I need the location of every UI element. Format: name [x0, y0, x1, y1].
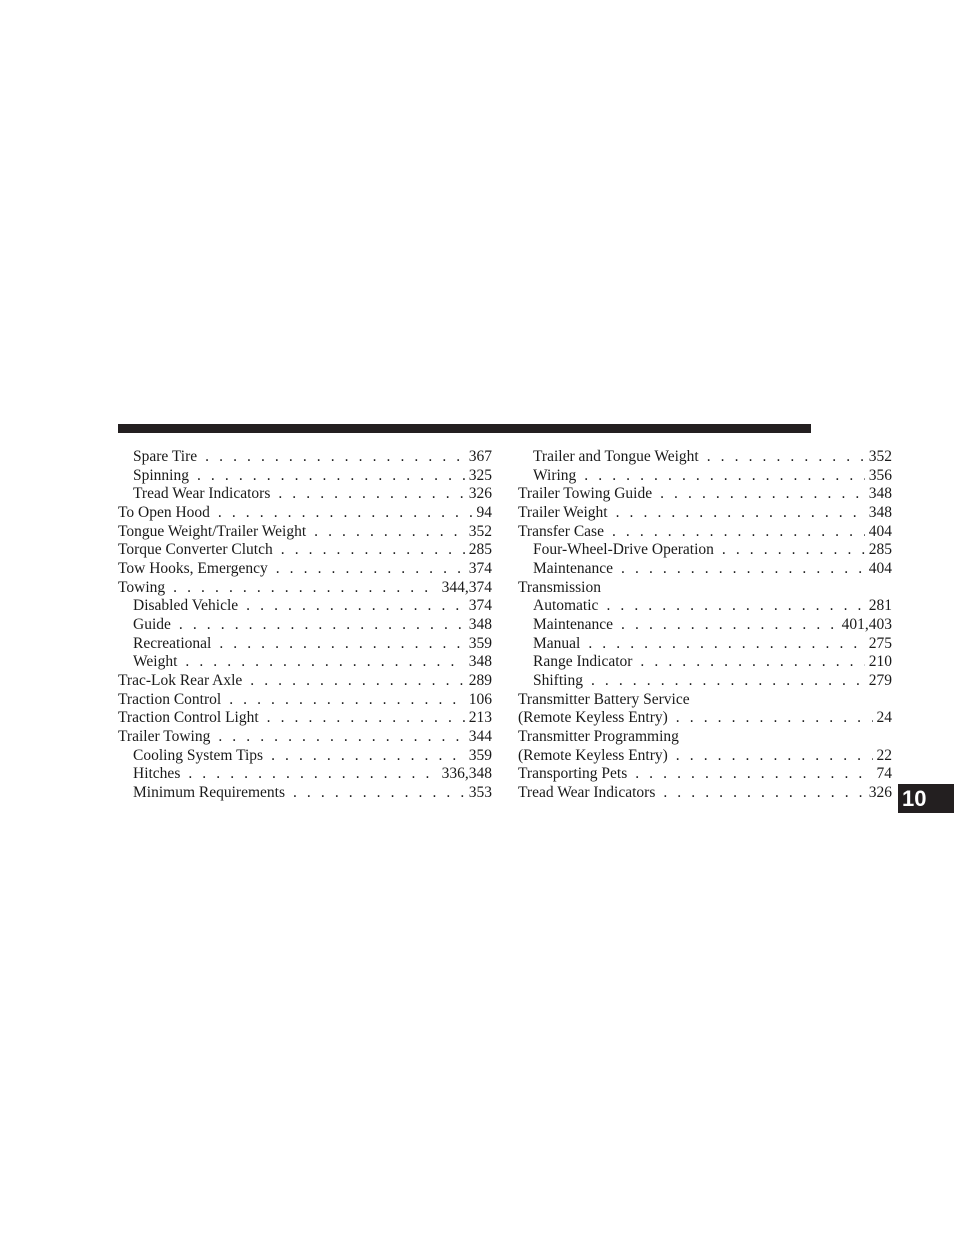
index-page-number: 285 [468, 541, 492, 559]
dot-leader [271, 747, 465, 766]
index-term: Spare Tire [133, 448, 198, 465]
index-entry [118, 597, 492, 616]
index-entry [118, 616, 492, 635]
dot-leader [278, 485, 464, 504]
index-entry [118, 504, 492, 523]
index-entry [518, 504, 892, 523]
index-term: Maintenance [533, 616, 614, 634]
index-term: Transmitter Battery Service [518, 690, 690, 708]
index-term: Shifting [533, 672, 583, 690]
index-term: Towing [118, 578, 166, 596]
index-page-number: 359 [468, 746, 492, 764]
dot-leader [250, 672, 464, 691]
index-term: Guide [133, 616, 171, 634]
index-term: Range Indicator [533, 653, 633, 671]
index-page-number: 275 [868, 634, 892, 652]
index-term: Traction Control [118, 690, 222, 708]
index-term: Trac-Lok Rear Axle [118, 672, 243, 690]
index-term: Traction Control Light [118, 709, 259, 727]
index-page-number: 281 [868, 597, 892, 615]
dot-leader [722, 541, 865, 560]
index-entry [518, 485, 892, 504]
index-page-number: 348 [468, 616, 492, 634]
index-page-number: 22 [876, 746, 892, 764]
index-entry [518, 448, 892, 467]
dot-leader [314, 523, 465, 542]
index-page-number: 404 [868, 560, 892, 578]
index-page-number: 285 [868, 541, 892, 559]
index-term: Tread Wear Indicators [133, 485, 271, 503]
index-term: To Open Hood [118, 504, 210, 522]
index-term: Trailer and Tongue Weight [533, 448, 699, 465]
index-page-number: 374 [468, 560, 492, 578]
index-page-number: 352 [868, 448, 892, 465]
dot-leader [246, 597, 465, 616]
index-entry [118, 709, 492, 728]
index-page-number: 356 [868, 466, 892, 484]
index-term: Trailer Towing [118, 728, 211, 746]
index-page-number: 74 [876, 765, 892, 783]
dot-leader [616, 504, 865, 523]
index-entry [518, 691, 892, 710]
index-page-number: 106 [468, 690, 492, 708]
index-page-number: 94 [476, 504, 492, 522]
index-entry [518, 560, 892, 579]
index-term: Minimum Requirements [133, 784, 285, 802]
index-page-number: 353 [468, 784, 492, 802]
dot-leader [281, 541, 465, 560]
index-page-number: 326 [868, 784, 892, 802]
index-term: Spinning [133, 466, 189, 484]
index-entry [118, 653, 492, 672]
index-page-number: 326 [468, 485, 492, 503]
index-entry [118, 579, 492, 598]
index-page-number: 210 [868, 653, 892, 671]
index-term: Transfer Case [518, 522, 604, 540]
index-term: Tread Wear Indicators [518, 784, 656, 802]
index-term: Tongue Weight/Trailer Weight [118, 522, 307, 540]
index-term: (Remote Keyless Entry) [518, 746, 668, 764]
dot-leader [621, 560, 865, 579]
index-term: Trailer Towing Guide [518, 485, 653, 503]
dot-leader [276, 560, 465, 579]
index-term: Automatic [533, 597, 599, 615]
dot-leader [179, 616, 465, 635]
index-entry [518, 467, 892, 486]
header-rule [118, 424, 811, 433]
index-term: Cooling System Tips [133, 746, 264, 764]
dot-leader [588, 635, 864, 654]
index-entry [118, 784, 492, 803]
index-term: Wiring [533, 466, 577, 484]
index-column-right [518, 448, 892, 803]
index-term: Disabled Vehicle [133, 597, 239, 615]
index-entry [518, 653, 892, 672]
index-term: Trailer Weight [518, 504, 608, 522]
index-page-number: 401,403 [841, 616, 892, 634]
index-page-number: 348 [868, 485, 892, 503]
dot-leader [185, 653, 464, 672]
index-term: Transmitter Programming [518, 728, 679, 746]
dot-leader [219, 635, 464, 654]
index-page-number: 325 [468, 466, 492, 484]
index-entry [518, 579, 892, 598]
index-entry [518, 635, 892, 654]
index-page-number: 348 [468, 653, 492, 671]
index-page-number: 336,348 [441, 765, 492, 783]
index-entry [518, 784, 892, 803]
index-term: Recreational [133, 634, 212, 652]
index-page-number: 359 [468, 634, 492, 652]
dot-leader [640, 653, 864, 672]
index-page-number: 367 [468, 448, 492, 465]
dot-leader [205, 448, 465, 467]
index-page-number: 404 [868, 522, 892, 540]
index-term: Torque Converter Clutch [118, 541, 273, 559]
dot-leader [663, 784, 864, 803]
index-entry [518, 728, 892, 747]
index-term: Manual [533, 634, 581, 652]
dot-leader [676, 709, 873, 728]
dot-leader [584, 467, 864, 486]
dot-leader [218, 504, 473, 523]
index-entry [518, 672, 892, 691]
index-page-number: 213 [468, 709, 492, 727]
index-entry [118, 635, 492, 654]
index-page-number: 374 [468, 597, 492, 615]
index-entry [518, 709, 892, 728]
index-entry [118, 691, 492, 710]
index-page-number: 344 [468, 728, 492, 746]
index-page-number: 344,374 [441, 578, 492, 596]
index-term: Transporting Pets [518, 765, 628, 783]
dot-leader [267, 709, 465, 728]
index-page-number: 289 [468, 672, 492, 690]
index-entry [118, 523, 492, 542]
dot-leader [293, 784, 465, 803]
dot-leader [229, 691, 465, 710]
dot-leader [612, 523, 865, 542]
dot-leader [197, 467, 465, 486]
index-term: Tow Hooks, Emergency [118, 560, 268, 578]
index-page-number: 24 [876, 709, 892, 727]
section-tab: 10 [898, 784, 954, 813]
dot-leader [606, 597, 864, 616]
dot-leader [621, 616, 838, 635]
index-entry [518, 523, 892, 542]
index-entry [518, 541, 892, 560]
dot-leader [218, 728, 464, 747]
index-term: Four-Wheel-Drive Operation [533, 541, 714, 559]
index-page-number: 279 [868, 672, 892, 690]
index-entry [118, 541, 492, 560]
index-entry [118, 747, 492, 766]
dot-leader [707, 448, 865, 467]
index-entry [118, 728, 492, 747]
index-entry [518, 747, 892, 766]
index-term: Maintenance [533, 560, 614, 578]
index-term: Hitches [133, 765, 181, 783]
dot-leader [591, 672, 865, 691]
index-entry [118, 467, 492, 486]
index-term: (Remote Keyless Entry) [518, 709, 668, 727]
index-entry [118, 485, 492, 504]
index-entry [118, 765, 492, 784]
index-entry [518, 765, 892, 784]
dot-leader [635, 765, 872, 784]
index-page-number: 352 [468, 522, 492, 540]
index-column-left [118, 448, 492, 803]
index-page-number: 348 [868, 504, 892, 522]
dot-leader [660, 485, 865, 504]
index-entry [118, 448, 492, 467]
index-entry [518, 616, 892, 635]
dot-leader [188, 765, 437, 784]
index-entry [118, 672, 492, 691]
dot-leader [173, 579, 437, 598]
dot-leader [676, 747, 873, 766]
index-term: Transmission [518, 578, 601, 596]
index-entry [518, 597, 892, 616]
index-entry [118, 560, 492, 579]
index-term: Weight [133, 653, 178, 671]
